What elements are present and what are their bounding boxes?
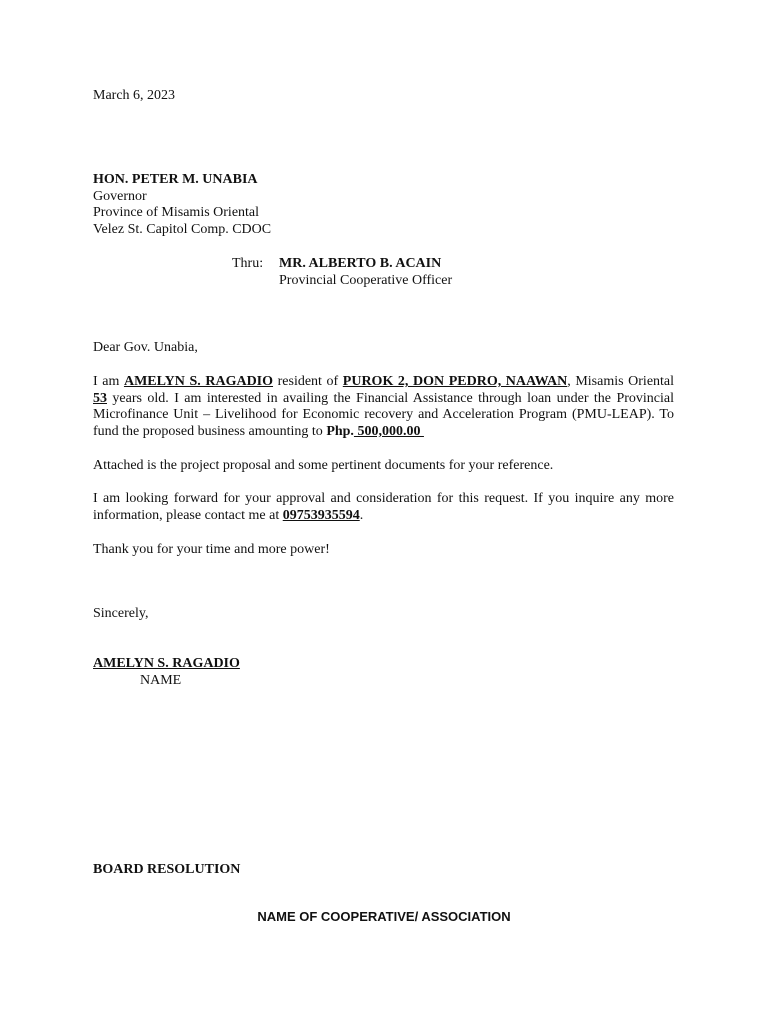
amount-currency: Php. xyxy=(326,423,354,439)
thru-title: Provincial Cooperative Officer xyxy=(279,272,453,288)
thru-block xyxy=(279,256,452,289)
signatory-label: NAME xyxy=(140,673,182,688)
closing: Sincerely, xyxy=(93,606,149,621)
body-paragraph-attachments: Attached is the project proposal and some pertinent documents for your reference. xyxy=(93,458,554,473)
recipient-address: Velez St. Capitol Comp. CDOC xyxy=(93,221,272,237)
applicant-age: 53 xyxy=(93,390,107,406)
p3-text-1: I am looking forward for your approval and consideration for this request. If you inquire any more information, please contact me at xyxy=(93,491,674,523)
signatory-name: AMELYN S. RAGADIO xyxy=(93,656,240,671)
recipient-block xyxy=(93,172,271,238)
recipient-office: Province of Misamis Oriental xyxy=(93,205,260,221)
board-resolution-heading: BOARD RESOLUTION xyxy=(93,862,241,877)
amount-value: 500,000.00 xyxy=(353,423,424,439)
p1-text-4: years old. I am interested in availing the Financial Assistance through loan under the Provincial Microfinance Unit – Livelihood for Economic recovery and Acceleration Program (PMU-LEAP). To fund the proposed business amounting to xyxy=(93,390,674,439)
salutation: Dear Gov. Unabia, xyxy=(93,340,198,355)
applicant-residence: PUROK 2, DON PEDRO, NAAWAN xyxy=(342,374,568,389)
applicant-name: AMELYN S. RAGADIO xyxy=(123,374,274,389)
p3-text-2: . xyxy=(359,507,364,523)
body-paragraph-request xyxy=(93,374,674,440)
recipient-title: Governor xyxy=(93,188,147,204)
thru-name: MR. ALBERTO B. ACAIN xyxy=(279,256,442,271)
contact-phone: 09753935594 xyxy=(282,507,360,523)
thru-label: Thru: xyxy=(232,256,264,271)
p1-text-2: resident of xyxy=(273,374,343,389)
p1-text-3: , Misamis Oriental xyxy=(567,374,675,389)
recipient-name: HON. PETER M. UNABIA xyxy=(93,172,258,187)
cooperative-name-heading: NAME OF COOPERATIVE/ ASSOCIATION xyxy=(257,909,511,924)
body-paragraph-contact xyxy=(93,491,674,524)
body-paragraph-thanks: Thank you for your time and more power! xyxy=(93,542,330,557)
p1-text-1: I am xyxy=(93,374,124,389)
letter-date: March 6, 2023 xyxy=(93,88,176,103)
